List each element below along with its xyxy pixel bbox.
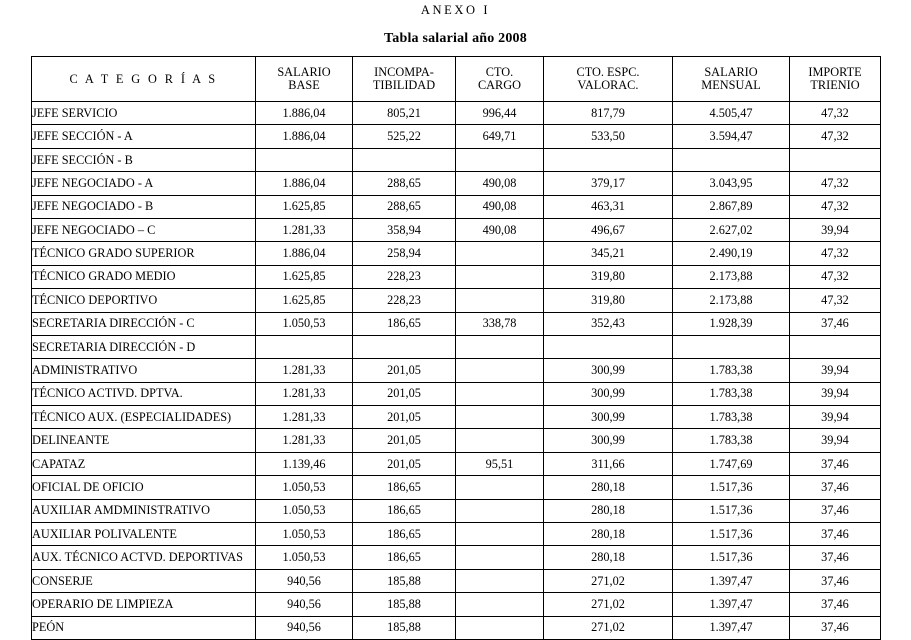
cell-cto-espc-valorac: 280,18: [544, 523, 673, 546]
column-header-salario-base-line2: BASE: [288, 78, 320, 92]
cell-cto-espc-valorac: 311,66: [544, 452, 673, 475]
table-row: [32, 359, 881, 382]
cell-cto-cargo: [456, 382, 544, 405]
cell-salario-mensual: 2.627,02: [673, 218, 790, 241]
cell-salario-base: 1.281,33: [256, 429, 353, 452]
cell-incompatibilidad: 201,05: [353, 429, 456, 452]
cell-salario-mensual: 2.490,19: [673, 242, 790, 265]
cell-cto-espc-valorac: 280,18: [544, 546, 673, 569]
cell-cto-espc-valorac: 817,79: [544, 102, 673, 125]
salary-table-container: [31, 56, 880, 640]
cell-categoria: OFICIAL DE OFICIO: [32, 476, 256, 499]
cell-salario-mensual: 1.783,38: [673, 406, 790, 429]
cell-salario-mensual: 1.517,36: [673, 523, 790, 546]
cell-categoria: TÉCNICO GRADO SUPERIOR: [32, 242, 256, 265]
cell-cto-espc-valorac: 496,67: [544, 218, 673, 241]
cell-importe-trienio: 39,94: [790, 359, 881, 382]
cell-importe-trienio: [790, 148, 881, 171]
cell-salario-base: 1.281,33: [256, 218, 353, 241]
table-row: [32, 289, 881, 312]
cell-categoria: ADMINISTRATIVO: [32, 359, 256, 382]
cell-cto-cargo: [456, 476, 544, 499]
cell-cto-cargo: [456, 265, 544, 288]
cell-salario-mensual: 3.043,95: [673, 172, 790, 195]
cell-importe-trienio: 39,94: [790, 382, 881, 405]
cell-cto-espc-valorac: 300,99: [544, 429, 673, 452]
cell-cto-cargo: [456, 546, 544, 569]
cell-salario-mensual: 1.783,38: [673, 382, 790, 405]
cell-importe-trienio: 47,32: [790, 265, 881, 288]
cell-salario-base: 940,56: [256, 616, 353, 639]
cell-importe-trienio: 47,32: [790, 102, 881, 125]
cell-categoria: JEFE SECCIÓN - A: [32, 125, 256, 148]
cell-salario-mensual: 1.517,36: [673, 546, 790, 569]
cell-importe-trienio: 37,46: [790, 499, 881, 522]
cell-categoria: TÉCNICO DEPORTIVO: [32, 289, 256, 312]
cell-salario-base: [256, 335, 353, 358]
cell-cto-cargo: [456, 242, 544, 265]
cell-salario-mensual: [673, 148, 790, 171]
cell-cto-espc-valorac: 300,99: [544, 406, 673, 429]
column-header-importe-trienio-line1: IMPORTE: [808, 65, 862, 80]
cell-salario-mensual: 1.747,69: [673, 452, 790, 475]
column-header-importe-trienio: [790, 57, 881, 102]
cell-cto-cargo: 649,71: [456, 125, 544, 148]
cell-categoria: AUXILIAR POLIVALENTE: [32, 523, 256, 546]
cell-salario-base: 1.886,04: [256, 125, 353, 148]
cell-salario-base: 1.139,46: [256, 452, 353, 475]
cell-cto-espc-valorac: 271,02: [544, 616, 673, 639]
cell-incompatibilidad: 201,05: [353, 359, 456, 382]
cell-importe-trienio: 47,32: [790, 125, 881, 148]
table-row: [32, 569, 881, 592]
cell-importe-trienio: 37,46: [790, 593, 881, 616]
cell-incompatibilidad: [353, 335, 456, 358]
cell-importe-trienio: 37,46: [790, 546, 881, 569]
table-row: [32, 523, 881, 546]
cell-cto-cargo: [456, 289, 544, 312]
cell-cto-espc-valorac: [544, 148, 673, 171]
cell-salario-mensual: 1.397,47: [673, 616, 790, 639]
table-row: [32, 242, 881, 265]
cell-salario-mensual: 1.783,38: [673, 359, 790, 382]
cell-salario-base: 1.050,53: [256, 546, 353, 569]
cell-salario-base: 940,56: [256, 593, 353, 616]
cell-cto-espc-valorac: 271,02: [544, 569, 673, 592]
column-header-cto-espc-valorac: [544, 57, 673, 102]
cell-cto-cargo: [456, 499, 544, 522]
cell-categoria: TÉCNICO ACTIVD. DPTVA.: [32, 382, 256, 405]
cell-cto-espc-valorac: 300,99: [544, 359, 673, 382]
cell-cto-espc-valorac: 319,80: [544, 289, 673, 312]
cell-importe-trienio: 37,46: [790, 312, 881, 335]
cell-cto-cargo: [456, 335, 544, 358]
table-row: [32, 265, 881, 288]
cell-categoria: AUXILIAR AMDMINISTRATIVO: [32, 499, 256, 522]
table-row: [32, 125, 881, 148]
cell-categoria: OPERARIO DE LIMPIEZA: [32, 593, 256, 616]
cell-salario-mensual: 1.783,38: [673, 429, 790, 452]
column-header-incompatibilidad-line2: TIBILIDAD: [372, 78, 436, 92]
column-header-categorias: [32, 57, 256, 102]
cell-cto-espc-valorac: 280,18: [544, 476, 673, 499]
cell-importe-trienio: 47,32: [790, 172, 881, 195]
cell-cto-cargo: 490,08: [456, 195, 544, 218]
table-row: [32, 616, 881, 639]
cell-salario-mensual: 2.867,89: [673, 195, 790, 218]
cell-incompatibilidad: 201,05: [353, 406, 456, 429]
cell-incompatibilidad: 186,65: [353, 476, 456, 499]
cell-incompatibilidad: 185,88: [353, 593, 456, 616]
cell-incompatibilidad: 358,94: [353, 218, 456, 241]
cell-categoria: TÉCNICO AUX. (ESPECIALIDADES): [32, 406, 256, 429]
table-row: [32, 429, 881, 452]
cell-salario-base: [256, 148, 353, 171]
cell-salario-mensual: 1.928,39: [673, 312, 790, 335]
cell-categoria: PEÓN: [32, 616, 256, 639]
cell-salario-base: 1.625,85: [256, 195, 353, 218]
cell-salario-base: 1.886,04: [256, 102, 353, 125]
cell-salario-mensual: 1.397,47: [673, 569, 790, 592]
cell-salario-mensual: 1.517,36: [673, 499, 790, 522]
cell-salario-base: 1.050,53: [256, 523, 353, 546]
column-header-cto-cargo-line2: CARGO: [477, 78, 522, 92]
cell-salario-base: 1.281,33: [256, 382, 353, 405]
cell-incompatibilidad: 288,65: [353, 195, 456, 218]
cell-cto-espc-valorac: 379,17: [544, 172, 673, 195]
cell-categoria: CONSERJE: [32, 569, 256, 592]
cell-cto-cargo: [456, 616, 544, 639]
cell-incompatibilidad: 805,21: [353, 102, 456, 125]
table-row: [32, 312, 881, 335]
cell-cto-cargo: 95,51: [456, 452, 544, 475]
cell-salario-base: 1.281,33: [256, 406, 353, 429]
cell-categoria: JEFE NEGOCIADO - A: [32, 172, 256, 195]
salary-table: [31, 56, 881, 640]
table-row: [32, 452, 881, 475]
cell-incompatibilidad: 258,94: [353, 242, 456, 265]
cell-cto-cargo: [456, 523, 544, 546]
table-row: [32, 148, 881, 171]
column-header-salario-mensual: [673, 57, 790, 102]
cell-cto-espc-valorac: 345,21: [544, 242, 673, 265]
column-header-cto-cargo-line1: CTO.: [485, 65, 514, 80]
table-row: [32, 593, 881, 616]
cell-importe-trienio: 37,46: [790, 476, 881, 499]
cell-cto-cargo: [456, 148, 544, 171]
cell-salario-mensual: 2.173,88: [673, 289, 790, 312]
cell-incompatibilidad: 288,65: [353, 172, 456, 195]
cell-categoria: DELINEANTE: [32, 429, 256, 452]
cell-cto-cargo: 490,08: [456, 218, 544, 241]
cell-cto-cargo: 996,44: [456, 102, 544, 125]
cell-incompatibilidad: 228,23: [353, 289, 456, 312]
cell-salario-base: 1.625,85: [256, 289, 353, 312]
cell-incompatibilidad: 185,88: [353, 569, 456, 592]
cell-salario-base: 1.886,04: [256, 242, 353, 265]
table-header: [32, 57, 881, 102]
cell-categoria: SECRETARIA DIRECCIÓN - C: [32, 312, 256, 335]
cell-cto-espc-valorac: 319,80: [544, 265, 673, 288]
cell-cto-espc-valorac: 463,31: [544, 195, 673, 218]
cell-salario-mensual: [673, 335, 790, 358]
cell-categoria: AUX. TÉCNICO ACTVD. DEPORTIVAS: [32, 546, 256, 569]
table-row: [32, 218, 881, 241]
annex-heading: ANEXO I: [420, 3, 491, 17]
cell-cto-cargo: 490,08: [456, 172, 544, 195]
cell-importe-trienio: 37,46: [790, 616, 881, 639]
table-row: [32, 476, 881, 499]
cell-importe-trienio: 39,94: [790, 218, 881, 241]
cell-categoria: JEFE NEGOCIADO – C: [32, 218, 256, 241]
cell-salario-base: 940,56: [256, 569, 353, 592]
cell-importe-trienio: 47,32: [790, 289, 881, 312]
table-row: [32, 172, 881, 195]
cell-cto-cargo: [456, 429, 544, 452]
table-row: [32, 499, 881, 522]
cell-categoria: CAPATAZ: [32, 452, 256, 475]
cell-importe-trienio: 47,32: [790, 242, 881, 265]
cell-categoria: JEFE NEGOCIADO - B: [32, 195, 256, 218]
cell-incompatibilidad: 185,88: [353, 616, 456, 639]
cell-categoria: JEFE SECCIÓN - B: [32, 148, 256, 171]
column-header-salario-base-line1: SALARIO: [277, 65, 331, 80]
cell-salario-mensual: 1.397,47: [673, 593, 790, 616]
cell-cto-cargo: [456, 406, 544, 429]
column-header-cto-espc-valorac-line1: CTO. ESPC.: [576, 65, 640, 80]
table-row: [32, 406, 881, 429]
column-header-importe-trienio-line2: TRIENIO: [810, 78, 860, 92]
cell-importe-trienio: 39,94: [790, 429, 881, 452]
column-header-incompatibilidad: [353, 57, 456, 102]
table-row: [32, 546, 881, 569]
cell-categoria: TÉCNICO GRADO MEDIO: [32, 265, 256, 288]
cell-salario-mensual: 2.173,88: [673, 265, 790, 288]
cell-cto-espc-valorac: 533,50: [544, 125, 673, 148]
cell-incompatibilidad: 201,05: [353, 452, 456, 475]
cell-incompatibilidad: 525,22: [353, 125, 456, 148]
cell-salario-mensual: 1.517,36: [673, 476, 790, 499]
table-row: [32, 382, 881, 405]
cell-incompatibilidad: 201,05: [353, 382, 456, 405]
column-header-salario-base: [256, 57, 353, 102]
cell-cto-cargo: [456, 569, 544, 592]
column-header-salario-mensual-line2: MENSUAL: [701, 78, 761, 92]
cell-importe-trienio: 47,32: [790, 195, 881, 218]
cell-categoria: SECRETARIA DIRECCIÓN - D: [32, 335, 256, 358]
cell-salario-base: 1.281,33: [256, 359, 353, 382]
cell-incompatibilidad: 186,65: [353, 312, 456, 335]
page-title: Tabla salarial año 2008: [384, 31, 527, 46]
column-header-cto-cargo: [456, 57, 544, 102]
cell-salario-base: 1.050,53: [256, 476, 353, 499]
cell-importe-trienio: 39,94: [790, 406, 881, 429]
column-header-incompatibilidad-line1: INCOMPA-: [374, 65, 434, 80]
cell-salario-mensual: 4.505,47: [673, 102, 790, 125]
cell-categoria: JEFE SERVICIO: [32, 102, 256, 125]
cell-salario-base: 1.050,53: [256, 499, 353, 522]
column-header-cto-espc-valorac-line2: VALORAC.: [577, 78, 639, 92]
cell-cto-espc-valorac: 280,18: [544, 499, 673, 522]
column-header-categorias-line1: C A T E G O R Í A S: [69, 71, 218, 86]
cell-salario-base: 1.625,85: [256, 265, 353, 288]
cell-cto-espc-valorac: [544, 335, 673, 358]
cell-salario-mensual: 3.594,47: [673, 125, 790, 148]
cell-cto-cargo: [456, 359, 544, 382]
cell-importe-trienio: 37,46: [790, 523, 881, 546]
cell-cto-espc-valorac: 300,99: [544, 382, 673, 405]
cell-importe-trienio: 37,46: [790, 452, 881, 475]
table-body: [32, 102, 881, 640]
cell-cto-cargo: 338,78: [456, 312, 544, 335]
cell-cto-espc-valorac: 271,02: [544, 593, 673, 616]
cell-cto-cargo: [456, 593, 544, 616]
cell-incompatibilidad: 186,65: [353, 546, 456, 569]
cell-incompatibilidad: 228,23: [353, 265, 456, 288]
table-row: [32, 195, 881, 218]
cell-importe-trienio: 37,46: [790, 569, 881, 592]
table-row: [32, 335, 881, 358]
cell-incompatibilidad: 186,65: [353, 523, 456, 546]
cell-cto-espc-valorac: 352,43: [544, 312, 673, 335]
table-header-row: [32, 57, 881, 102]
cell-salario-base: 1.886,04: [256, 172, 353, 195]
column-header-salario-mensual-line1: SALARIO: [704, 65, 758, 80]
cell-importe-trienio: [790, 335, 881, 358]
cell-salario-base: 1.050,53: [256, 312, 353, 335]
cell-incompatibilidad: 186,65: [353, 499, 456, 522]
table-row: [32, 102, 881, 125]
cell-incompatibilidad: [353, 148, 456, 171]
